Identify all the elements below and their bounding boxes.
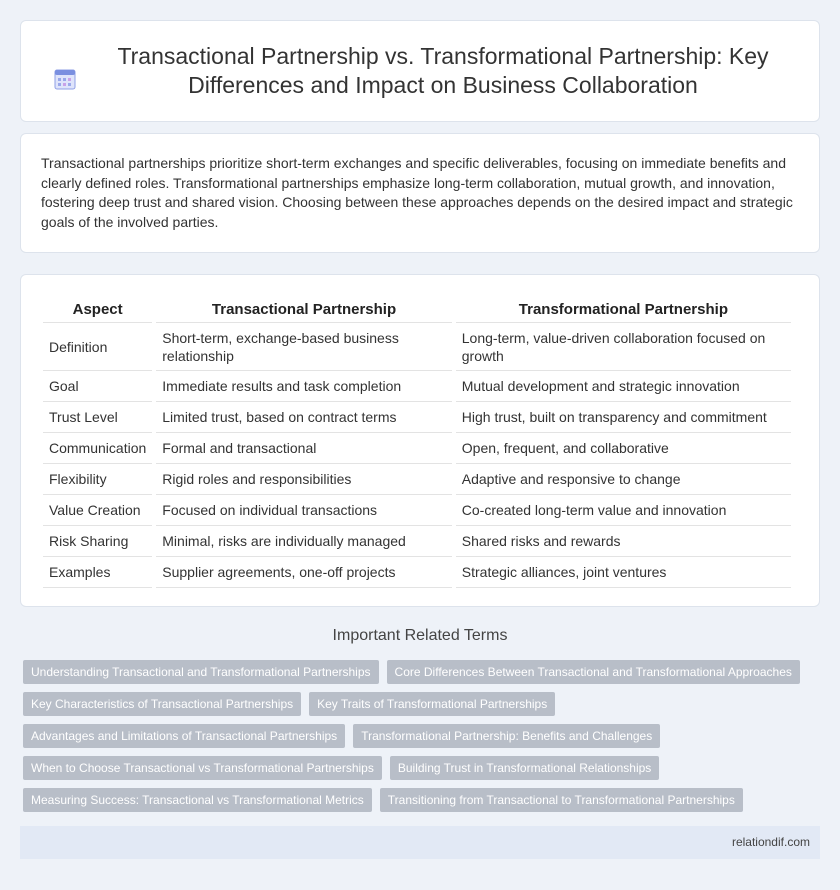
table-row <box>43 402 791 433</box>
related-term-link[interactable]: Key Traits of Transformational Partnerships <box>309 692 555 716</box>
table-cell: Strategic alliances, joint ventures <box>456 557 791 588</box>
related-term-link[interactable]: Measuring Success: Transactional vs Transformational Metrics <box>23 788 372 812</box>
table-cell: Limited trust, based on contract terms <box>156 402 452 433</box>
table-cell: Minimal, risks are individually managed <box>156 526 452 557</box>
table-row <box>43 464 791 495</box>
table-row <box>43 371 791 402</box>
related-term-link[interactable]: Key Characteristics of Transactional Partnerships <box>23 692 301 716</box>
table-cell: High trust, built on transparency and commitment <box>456 402 791 433</box>
table-row <box>43 557 791 588</box>
header-transformational: Transformational Partnership <box>456 291 791 323</box>
title-card <box>20 20 820 122</box>
table-row <box>43 526 791 557</box>
related-term-link[interactable]: Transitioning from Transactional to Transformational Partnerships <box>380 788 743 812</box>
related-term-link[interactable]: Advantages and Limitations of Transactional Partnerships <box>23 724 345 748</box>
header-transactional: Transactional Partnership <box>156 291 452 323</box>
table-cell: Flexibility <box>43 464 152 495</box>
table-cell: Examples <box>43 557 152 588</box>
table-header-row <box>43 291 791 323</box>
related-term-link[interactable]: Building Trust in Transformational Relationships <box>390 756 659 780</box>
related-terms-list <box>23 660 823 820</box>
table-cell: Focused on individual transactions <box>156 495 452 526</box>
table-cell: Immediate results and task completion <box>156 371 452 402</box>
table-row <box>43 323 791 371</box>
table-cell: Risk Sharing <box>43 526 152 557</box>
table-cell: Open, frequent, and collaborative <box>456 433 791 464</box>
table-cell: Definition <box>43 323 152 371</box>
table-cell: Value Creation <box>43 495 152 526</box>
footer-site-link[interactable]: relationdif.com <box>731 835 810 849</box>
table-cell: Mutual development and strategic innovation <box>456 371 791 402</box>
footer <box>20 826 820 859</box>
header-aspect: Aspect <box>43 291 152 323</box>
related-term-link[interactable]: When to Choose Transactional vs Transformational Partnerships <box>23 756 382 780</box>
related-terms-title: Important Related Terms <box>332 627 508 644</box>
comparison-table <box>39 291 795 588</box>
table-row <box>43 433 791 464</box>
page-title: Transactional Partnership vs. Transformational Partnership: Key Differences and Impact on Business Collaboration <box>117 43 769 98</box>
intro-card <box>20 133 820 253</box>
related-term-link[interactable]: Transformational Partnership: Benefits and Challenges <box>353 724 660 748</box>
table-cell: Supplier agreements, one-off projects <box>156 557 452 588</box>
calendar-doc-icon <box>52 66 78 92</box>
table-cell: Rigid roles and responsibilities <box>156 464 452 495</box>
table-cell: Short-term, exchange-based business relationship <box>156 323 452 371</box>
related-term-link[interactable]: Understanding Transactional and Transformational Partnerships <box>23 660 379 684</box>
table-row <box>43 495 791 526</box>
table-cell: Co-created long-term value and innovation <box>456 495 791 526</box>
intro-text: Transactional partnerships prioritize short-term exchanges and specific deliverables, focusing on immediate benefits and clearly defined roles. Transformational partnerships emphasize long-term collaboration, mutual growth, and innovation, fostering deep trust and shared vision. Choosing between these approaches depends on the desired impact and strategic goals of the involved parties. <box>41 155 793 230</box>
table-cell: Communication <box>43 433 152 464</box>
table-cell: Trust Level <box>43 402 152 433</box>
table-cell: Adaptive and responsive to change <box>456 464 791 495</box>
table-cell: Goal <box>43 371 152 402</box>
table-cell: Shared risks and rewards <box>456 526 791 557</box>
table-cell: Formal and transactional <box>156 433 452 464</box>
related-term-link[interactable]: Core Differences Between Transactional and Transformational Approaches <box>387 660 800 684</box>
table-cell: Long-term, value-driven collaboration focused on growth <box>456 323 791 371</box>
comparison-table-card <box>20 274 820 607</box>
